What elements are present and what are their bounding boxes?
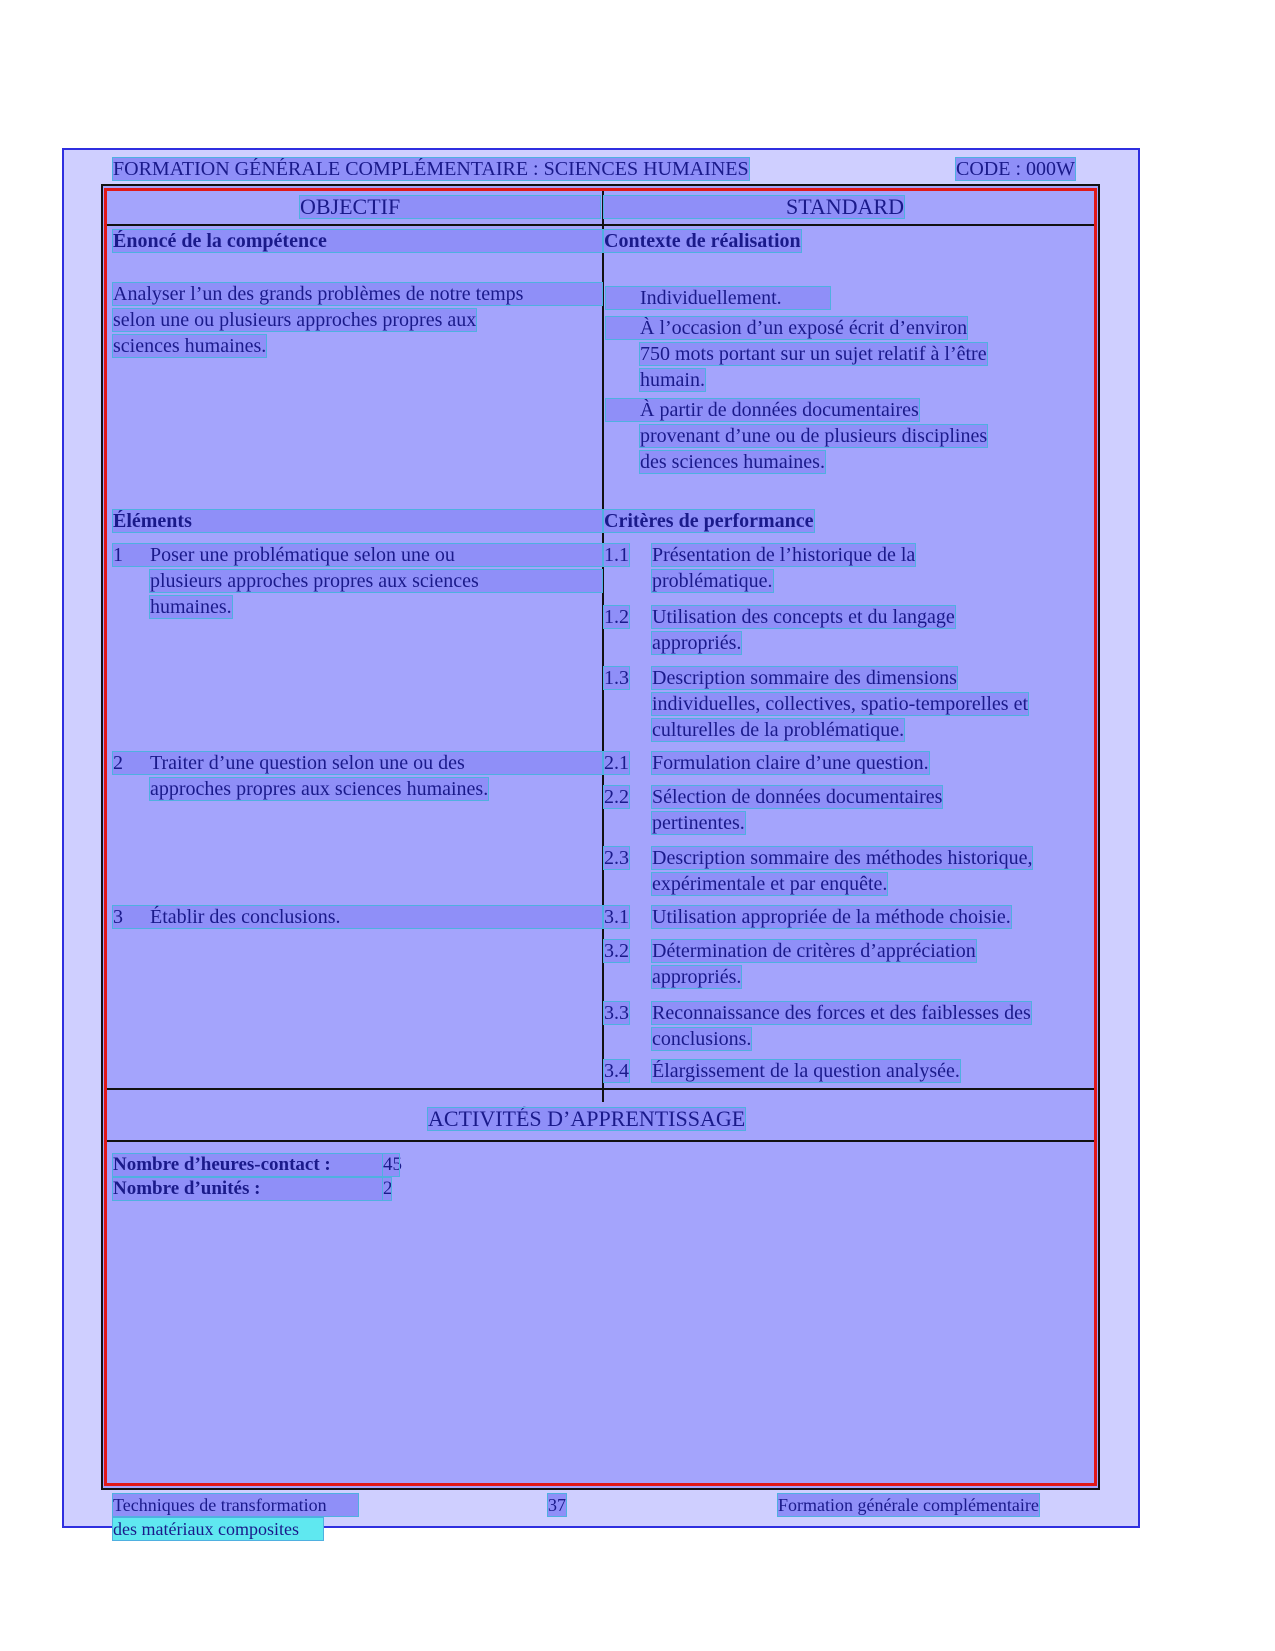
criterion-line: Sélection de données documentaires [652,786,943,808]
competence-heading: Énoncé de la compétence [113,230,602,252]
element-line: plusieurs approches propres aux sciences [150,570,602,592]
hours-value: 45 [383,1154,402,1175]
criterion-number: 1.1 [604,544,629,566]
criterion-line: Utilisation appropriée de la méthode choisie. [652,906,1011,928]
element-line: approches propres aux sciences humaines. [150,778,489,800]
element-number [113,544,602,566]
element-number: 3 [113,906,123,928]
criterion-number: 2.3 [604,847,629,869]
element-line: Établir des conclusions. [150,906,341,928]
criterion-number: 2.2 [604,786,629,808]
criterion-line: Détermination de critères d’appréciation [652,940,976,962]
criterion-line: appropriés. [652,632,742,654]
criterion-line: expérimentale et par enquête. [652,873,888,895]
criterion-line: Élargissement de la question analysée. [652,1060,960,1082]
footer-program-line2: des matériaux composites [113,1518,323,1540]
competence-line: sciences humaines. [113,335,267,357]
criterion-line: Utilisation des concepts et du langage [652,606,955,628]
element-number [113,906,602,928]
criterion-number: 3.3 [604,1002,629,1024]
context-item: provenant d’une ou de plusieurs disciplines [640,425,988,447]
criterion-number: 1.2 [604,606,629,628]
criterion-line: Description sommaire des dimensions [652,667,957,689]
units-value: 2 [383,1178,393,1199]
element-line: Poser une problématique selon une ou [150,544,455,566]
element-number: 1 [113,544,123,566]
criterion-line: Description sommaire des méthodes historique, [652,847,1033,869]
element-line: humaines. [150,596,232,618]
units-label: Nombre d’unités : [113,1178,383,1200]
footer-course-name: Formation générale complémentaire [778,1495,1039,1515]
criterion-number: 3.4 [604,1060,629,1082]
elements-heading: Éléments [113,510,602,532]
header-row-divider [104,224,1097,226]
criterion-line: problématique. [652,570,773,592]
activities-heading-divider [104,1140,1097,1142]
context-item: 750 mots portant sur un sujet relatif à l’être [640,343,987,365]
criterion-line: appropriés. [652,966,742,988]
competence-line: Analyser l’un des grands problèmes de notre temps [113,283,602,305]
column-header-objectif: OBJECTIF [300,196,600,218]
element-number [113,752,602,774]
context-item: des sciences humaines. [640,451,825,473]
context-heading: Contexte de réalisation [604,230,801,252]
criterion-number: 2.1 [604,752,629,774]
footer-page-number: 37 [548,1495,566,1515]
element-number: 2 [113,752,123,774]
criterion-number: 1.3 [604,667,629,689]
activities-top-divider [104,1088,1097,1090]
column-header-standard: STANDARD [604,196,904,218]
footer-program-line1: Techniques de transformation [113,1494,358,1516]
criterion-number: 3.1 [604,906,629,928]
criterion-line: conclusions. [652,1028,752,1050]
page-header-code: CODE : 000W [956,158,1075,180]
criterion-line: individuelles, collectives, spatio-temporelles et [652,693,1029,715]
criterion-number: 3.2 [604,940,629,962]
activities-heading: ACTIVITÉS D’APPRENTISSAGE [428,1106,746,1131]
element-line: Traiter d’une question selon une ou des [150,752,465,774]
page-header-title: FORMATION GÉNÉRALE COMPLÉMENTAIRE : SCIENCES HUMAINES [113,158,749,180]
criterion-line: pertinentes. [652,812,745,834]
hours-label: Nombre d’heures-contact : [113,1154,383,1176]
criterion-line: Présentation de l’historique de la [652,544,916,566]
criteria-heading: Critères de performance [604,510,814,532]
competence-table [101,184,1100,1490]
context-item: À l’occasion d’un exposé écrit d’environ [606,317,967,339]
column-divider [602,190,604,1102]
criterion-line: Reconnaissance des forces et des faiblesses des [652,1002,1031,1024]
criterion-line: culturelles de la problématique. [652,719,905,741]
context-item: humain. [640,369,705,391]
criterion-line: Formulation claire d’une question. [652,752,929,774]
context-item: Individuellement. [606,287,830,309]
competence-line: selon une ou plusieurs approches propres aux [113,309,477,331]
context-item: À partir de données documentaires [606,399,919,421]
